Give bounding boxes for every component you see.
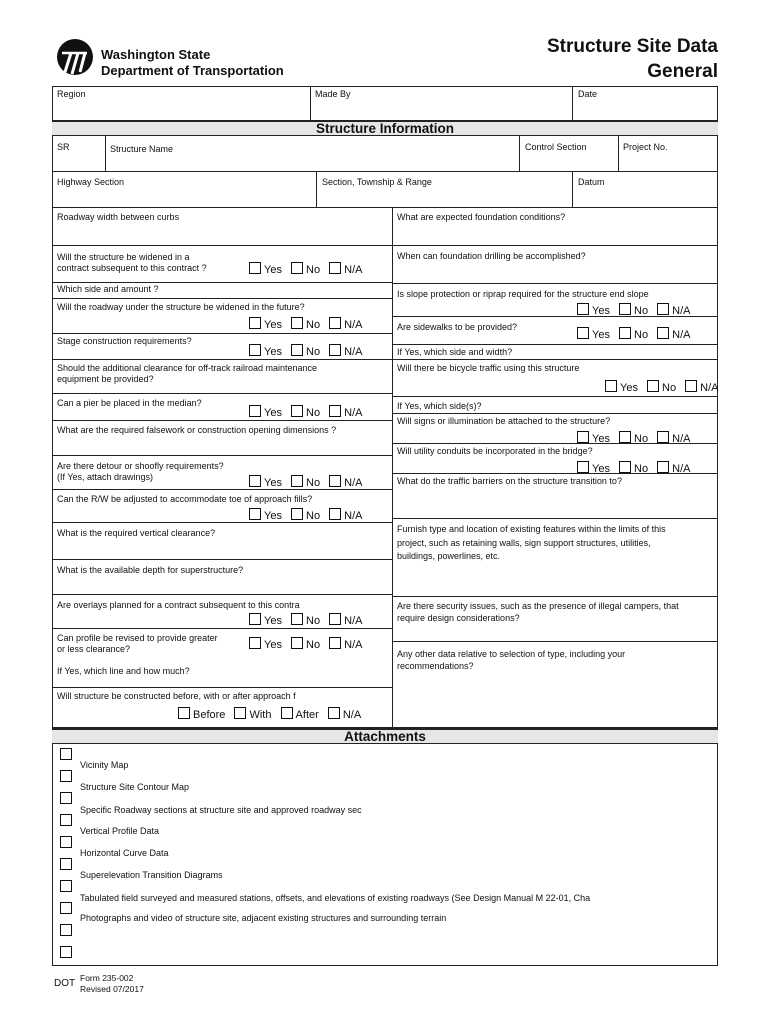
attachment-item[interactable]	[60, 924, 80, 937]
checkbox[interactable]	[577, 461, 589, 473]
highway-section-label: Highway Section	[57, 177, 125, 187]
overlays-options	[249, 613, 368, 627]
overlays-na[interactable]: N/A	[329, 615, 362, 627]
footer-form-number: Form 235-002	[80, 973, 134, 983]
checkbox[interactable]	[329, 613, 341, 625]
signs-no[interactable]: No	[619, 433, 648, 445]
widened-options	[249, 262, 368, 276]
checkbox[interactable]	[291, 508, 303, 520]
profile-no[interactable]: No	[291, 639, 320, 651]
checkbox[interactable]	[619, 431, 631, 443]
attachment-item[interactable]: Tabulated field surveyed and measured stations, offsets, and elevations of existing roadways (See Design Manual M 22-01, Cha	[60, 880, 590, 897]
stage-yes[interactable]: Yes	[249, 346, 282, 358]
attachment-item[interactable]: Specific Roadway sections at structure site and approved roadway sec	[60, 792, 362, 809]
checkbox[interactable]	[657, 327, 669, 339]
structure-name-label: Structure Name	[110, 144, 174, 154]
rw-yes[interactable]: Yes	[249, 510, 282, 522]
wsdot-logo	[56, 38, 94, 76]
furnish-question-line2: project, such as retaining walls, sign support structures, utilities,	[397, 538, 651, 548]
checkbox[interactable]	[60, 748, 72, 760]
other-data-question-line2: recommendations?	[397, 661, 474, 671]
attachment-item[interactable]: Horizontal Curve Data	[60, 836, 169, 853]
pier-median-question: Can a pier be placed in the median?	[57, 398, 202, 408]
which-side-label: Which side and amount ?	[57, 284, 159, 294]
checkbox[interactable]	[329, 508, 341, 520]
detour-question-line1: Are there detour or shoofly requirements?	[57, 461, 224, 471]
checkbox[interactable]	[60, 792, 72, 804]
checkbox[interactable]	[657, 431, 669, 443]
rw-no[interactable]: No	[291, 510, 320, 522]
attachment-item[interactable]: Vertical Profile Data	[60, 814, 159, 831]
checkbox[interactable]	[619, 327, 631, 339]
widened-na[interactable]: N/A	[329, 264, 362, 276]
bicycle-yes[interactable]: Yes	[605, 382, 638, 394]
checkbox[interactable]	[291, 475, 303, 487]
widened-yes[interactable]: Yes	[249, 264, 282, 276]
checkbox[interactable]	[60, 836, 72, 848]
checkbox[interactable]	[329, 637, 341, 649]
stage-construction-question: Stage construction requirements?	[57, 336, 192, 346]
overlays-question: Are overlays planned for a contract subsequent to this contra	[57, 600, 300, 610]
checkbox[interactable]	[60, 880, 72, 892]
stage-no[interactable]: No	[291, 346, 320, 358]
datum-label: Datum	[578, 177, 605, 187]
structure-information-header: Structure Information	[52, 120, 718, 136]
sidewalks-options	[577, 327, 696, 341]
checkbox[interactable]	[249, 637, 261, 649]
checkbox[interactable]	[60, 946, 72, 958]
pier-na[interactable]: N/A	[329, 407, 362, 419]
checkbox[interactable]	[291, 637, 303, 649]
checkbox[interactable]	[60, 858, 72, 870]
checkbox[interactable]	[234, 707, 246, 719]
widened-question-line2: contract subsequent to this contract ?	[57, 263, 207, 273]
detour-options	[249, 475, 368, 489]
checkbox[interactable]	[329, 344, 341, 356]
slope-na[interactable]: N/A	[657, 305, 690, 317]
bicycle-question: Will there be bicycle traffic using this structure	[397, 363, 580, 373]
checkbox[interactable]	[577, 327, 589, 339]
checkbox[interactable]	[329, 262, 341, 274]
org-name-line2: Department of Transportation	[101, 63, 284, 78]
overlays-yes[interactable]: Yes	[249, 615, 282, 627]
checkbox[interactable]	[249, 613, 261, 625]
project-no-label: Project No.	[623, 142, 668, 152]
checkbox[interactable]	[619, 461, 631, 473]
org-name-line1: Washington State	[101, 47, 211, 62]
sidewalks-no[interactable]: No	[619, 329, 648, 341]
roadway-under-yes[interactable]: Yes	[249, 319, 282, 331]
constructed-options	[178, 707, 367, 721]
profile-na[interactable]: N/A	[329, 639, 362, 651]
checkbox[interactable]	[249, 344, 261, 356]
signs-options	[577, 431, 696, 445]
attachments-header: Attachments	[52, 728, 718, 744]
checkbox[interactable]	[249, 475, 261, 487]
bicycle-options	[605, 380, 724, 394]
checkbox[interactable]	[619, 303, 631, 315]
checkbox[interactable]	[291, 317, 303, 329]
footer-dot: DOT	[54, 978, 76, 989]
checkbox[interactable]	[605, 380, 617, 392]
checkbox[interactable]	[657, 461, 669, 473]
rw-adjusted-question: Can the R/W be adjusted to accommodate toe of approach fills?	[57, 494, 313, 504]
slope-protection-question: Is slope protection or riprap required for the structure end slope	[397, 289, 649, 299]
checkbox[interactable]	[249, 405, 261, 417]
signs-yes[interactable]: Yes	[577, 433, 610, 445]
which-line-question: If Yes, which line and how much?	[57, 666, 190, 676]
section-township-range-label: Section, Township & Range	[322, 177, 432, 187]
drilling-question: When can foundation drilling be accomplished?	[397, 251, 586, 261]
slope-yes[interactable]: Yes	[577, 305, 610, 317]
profile-question-line1: Can profile be revised to provide greater	[57, 633, 218, 643]
profile-question-line2: or less clearance?	[57, 644, 131, 654]
signs-question: Will signs or illumination be attached to the structure?	[397, 416, 611, 426]
constructed-question: Will structure be constructed before, with or after approach f	[57, 691, 296, 701]
clearance-question-line1: Should the additional clearance for off-track railroad maintenance	[57, 363, 317, 373]
checkbox[interactable]	[647, 380, 659, 392]
bicycle-na[interactable]: N/A	[685, 382, 718, 394]
attachment-item[interactable]: Structure Site Contour Map	[60, 770, 189, 787]
constructed-na[interactable]: N/A	[328, 709, 361, 721]
checkbox[interactable]	[291, 262, 303, 274]
clearance-question-line2: equipment be provided?	[57, 374, 154, 384]
utility-yes[interactable]: Yes	[577, 463, 610, 475]
roadway-under-na[interactable]: N/A	[329, 319, 362, 331]
constructed-with[interactable]: With	[234, 709, 271, 721]
checkbox[interactable]	[577, 431, 589, 443]
constructed-before[interactable]: Before	[178, 709, 225, 721]
checkbox[interactable]	[249, 262, 261, 274]
utility-no[interactable]: No	[619, 463, 648, 475]
vertical-clearance-question: What is the required vertical clearance?	[57, 528, 216, 538]
overlays-no[interactable]: No	[291, 615, 320, 627]
checkbox[interactable]	[178, 707, 190, 719]
checkbox[interactable]	[328, 707, 340, 719]
stage-construction-options	[249, 344, 368, 358]
checkbox[interactable]	[249, 508, 261, 520]
roadway-width-label: Roadway width between curbs	[57, 212, 180, 222]
furnish-question-line1: Furnish type and location of existing features within the limits of this	[397, 524, 666, 534]
rw-adjusted-options	[249, 508, 368, 522]
security-question-line2: require design considerations?	[397, 613, 520, 623]
widened-question-line1: Will the structure be widened in a	[57, 252, 190, 262]
roadway-under-options	[249, 317, 368, 331]
profile-options	[249, 637, 368, 651]
which-sides-question: If Yes, which side(s)?	[397, 401, 482, 411]
control-section-label: Control Section	[525, 142, 587, 152]
pier-median-options	[249, 405, 368, 419]
slope-protection-options	[577, 303, 696, 317]
sidewalks-yes[interactable]: Yes	[577, 329, 610, 341]
other-data-question-line1: Any other data relative to selection of type, including your	[397, 649, 626, 659]
footer-revised: Revised 07/2017	[80, 984, 144, 994]
foundation-question: What are expected foundation conditions?	[397, 212, 566, 222]
slope-no[interactable]: No	[619, 305, 648, 317]
checkbox[interactable]	[281, 707, 293, 719]
checkbox[interactable]	[329, 405, 341, 417]
stage-na[interactable]: N/A	[329, 346, 362, 358]
checkbox[interactable]	[249, 317, 261, 329]
bicycle-no[interactable]: No	[647, 382, 676, 394]
form-title-line2: General	[647, 61, 718, 82]
security-question-line1: Are there security issues, such as the presence of illegal campers, that	[397, 601, 679, 611]
profile-yes[interactable]: Yes	[249, 639, 282, 651]
pier-yes[interactable]: Yes	[249, 407, 282, 419]
roadway-under-question: Will the roadway under the structure be widened in the future?	[57, 302, 305, 312]
region-label: Region	[57, 89, 86, 99]
traffic-barriers-question: What do the traffic barriers on the structure transition to?	[397, 476, 622, 486]
checkbox[interactable]	[60, 814, 72, 826]
signs-na[interactable]: N/A	[657, 433, 690, 445]
depth-superstructure-question: What is the available depth for superstructure?	[57, 565, 244, 575]
checkbox[interactable]	[329, 317, 341, 329]
detour-no[interactable]: No	[291, 477, 320, 489]
checkbox[interactable]	[291, 344, 303, 356]
sidewalks-question: Are sidewalks to be provided?	[397, 322, 518, 332]
attachment-item[interactable]: Photographs and video of structure site, adjacent existing structures and surrounding terrain	[60, 902, 446, 919]
detour-na[interactable]: N/A	[329, 477, 362, 489]
checkbox[interactable]	[577, 303, 589, 315]
constructed-after[interactable]: After	[281, 709, 319, 721]
checkbox[interactable]	[60, 902, 72, 914]
utility-na[interactable]: N/A	[657, 463, 690, 475]
pier-no[interactable]: No	[291, 407, 320, 419]
checkbox[interactable]	[291, 405, 303, 417]
checkbox[interactable]	[60, 924, 72, 936]
date-label: Date	[578, 89, 598, 99]
utility-options	[577, 461, 696, 475]
checkbox[interactable]	[685, 380, 697, 392]
checkbox[interactable]	[329, 475, 341, 487]
checkbox[interactable]	[60, 770, 72, 782]
detour-question-line2: (If Yes, attach drawings)	[57, 472, 154, 482]
made-by-label: Made By	[315, 89, 351, 99]
sidewalks-na[interactable]: N/A	[657, 329, 690, 341]
header-info-box	[52, 86, 718, 120]
rw-na[interactable]: N/A	[329, 510, 362, 522]
form-title-line1: Structure Site Data	[546, 36, 718, 57]
falsework-question: What are the required falsework or construction opening dimensions ?	[57, 425, 337, 435]
checkbox[interactable]	[657, 303, 669, 315]
attachment-item[interactable]: Superelevation Transition Diagrams	[60, 858, 223, 875]
roadway-under-no[interactable]: No	[291, 319, 320, 331]
checkbox[interactable]	[291, 613, 303, 625]
which-side-width-question: If Yes, which side and width?	[397, 347, 513, 357]
utility-question: Will utility conduits be incorporated in the bridge?	[397, 446, 593, 456]
attachment-item[interactable]: Vicinity Map	[60, 748, 128, 765]
detour-yes[interactable]: Yes	[249, 477, 282, 489]
furnish-question-line3: buildings, powerlines, etc.	[397, 551, 501, 561]
attachment-item[interactable]	[60, 946, 80, 959]
widened-no[interactable]: No	[291, 264, 320, 276]
sr-label: SR	[57, 142, 70, 152]
